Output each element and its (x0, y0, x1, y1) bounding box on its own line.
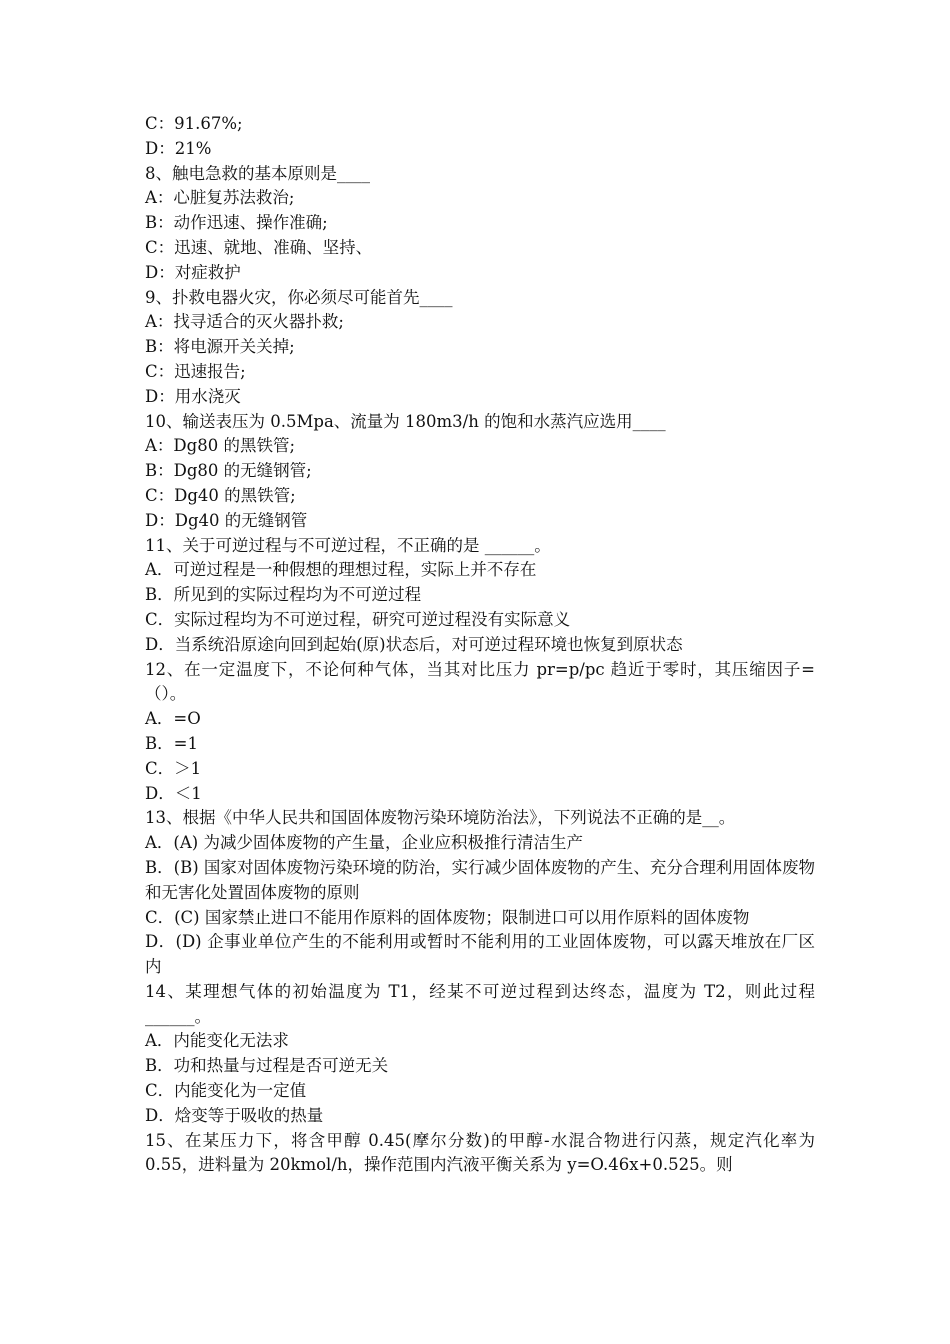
option-a: A．可逆过程是一种假想的理想过程，实际上并不存在 (145, 560, 537, 580)
option-b: B．(B) 国家对固体废物污染环境的防治，实行减少固体废物的产生、充分合理利用固体废物和无害化处置固体废物的原则 (145, 857, 815, 902)
text-line: C：91.67%; (145, 114, 243, 133)
text-line: D：21% (145, 138, 212, 158)
option-c: C．＞1 (145, 758, 202, 778)
question-13: 13、根据《中华人民共和国固体废物污染环境防治法》，下列说法不正确的是__。 (145, 808, 736, 828)
option-b: B．功和热量与过程是否可逆无关 (145, 1056, 389, 1076)
option-c: C：迅速报告; (145, 361, 246, 381)
option-d: D．当系统沿原途向回到起始(原)状态后，对可逆过程环境也恢复到原状态 (145, 634, 683, 654)
option-c: C．实际过程均为不可逆过程，研究可逆过程没有实际意义 (145, 609, 571, 629)
option-c: C：Dg40 的黑铁管; (145, 485, 296, 505)
option-b: B：将电源开关关掉; (145, 337, 295, 357)
option-d: D：用水浇灭 (145, 386, 241, 406)
option-d: D：对症救护 (145, 262, 241, 282)
document-page (145, 112, 815, 1178)
option-d: D．焓变等于吸收的热量 (145, 1105, 324, 1125)
question-15: 15、在某压力下，将含甲醇 0.45(摩尔分数)的甲醇-水混合物进行闪蒸，规定汽化率为 0.55，进料量为 20kmol/h，操作范围内汽液平衡关系为 y=O.46x+0.525。则 (145, 1130, 815, 1175)
option-c: C．内能变化为一定值 (145, 1081, 307, 1101)
question-9: 9、扑救电器火灾，你必须尽可能首先____ (145, 287, 453, 307)
option-a: A．=O (145, 709, 201, 729)
question-11: 11、关于可逆过程与不可逆过程，不正确的是 ______。 (145, 535, 551, 555)
option-b: B：Dg80 的无缝钢管; (145, 461, 312, 481)
option-b: B．=1 (145, 733, 198, 753)
option-c: C．(C) 国家禁止进口不能用作原料的固体废物；限制进口可以用作原料的固体废物 (145, 907, 750, 927)
option-c: C：迅速、就地、准确、坚持、 (145, 237, 373, 257)
option-a: A：心脏复苏法救治; (145, 188, 295, 208)
option-a: A：Dg80 的黑铁管; (145, 436, 296, 456)
option-b: B：动作迅速、操作准确; (145, 213, 328, 233)
question-14: 14、某理想气体的初始温度为 T1，经某不可逆过程到达终态，温度为 T2，则此过程______。 (145, 981, 815, 1026)
question-10: 10、输送表压为 0.5Mpa、流量为 180m3/h 的饱和水蒸汽应选用____ (145, 411, 666, 431)
option-a: A．内能变化无法求 (145, 1031, 289, 1051)
option-d: D．(D) 企事业单位产生的不能利用或暂时不能利用的工业固体废物，可以露天堆放在厂区内 (145, 932, 815, 977)
question-12: 12、在一定温度下，不论何种气体，当其对比压力 pr=p/pc 趋近于零时，其压缩因子=（）。 (145, 659, 815, 704)
option-b: B．所见到的实际过程均为不可逆过程 (145, 585, 422, 605)
option-d: D．＜1 (145, 783, 202, 803)
option-d: D：Dg40 的无缝钢管 (145, 510, 308, 530)
question-8: 8、触电急救的基本原则是____ (145, 163, 370, 183)
option-a: A：找寻适合的灭火器扑救; (145, 312, 344, 332)
option-a: A．(A) 为减少固体废物的产生量，企业应积极推行清洁生产 (145, 833, 583, 853)
